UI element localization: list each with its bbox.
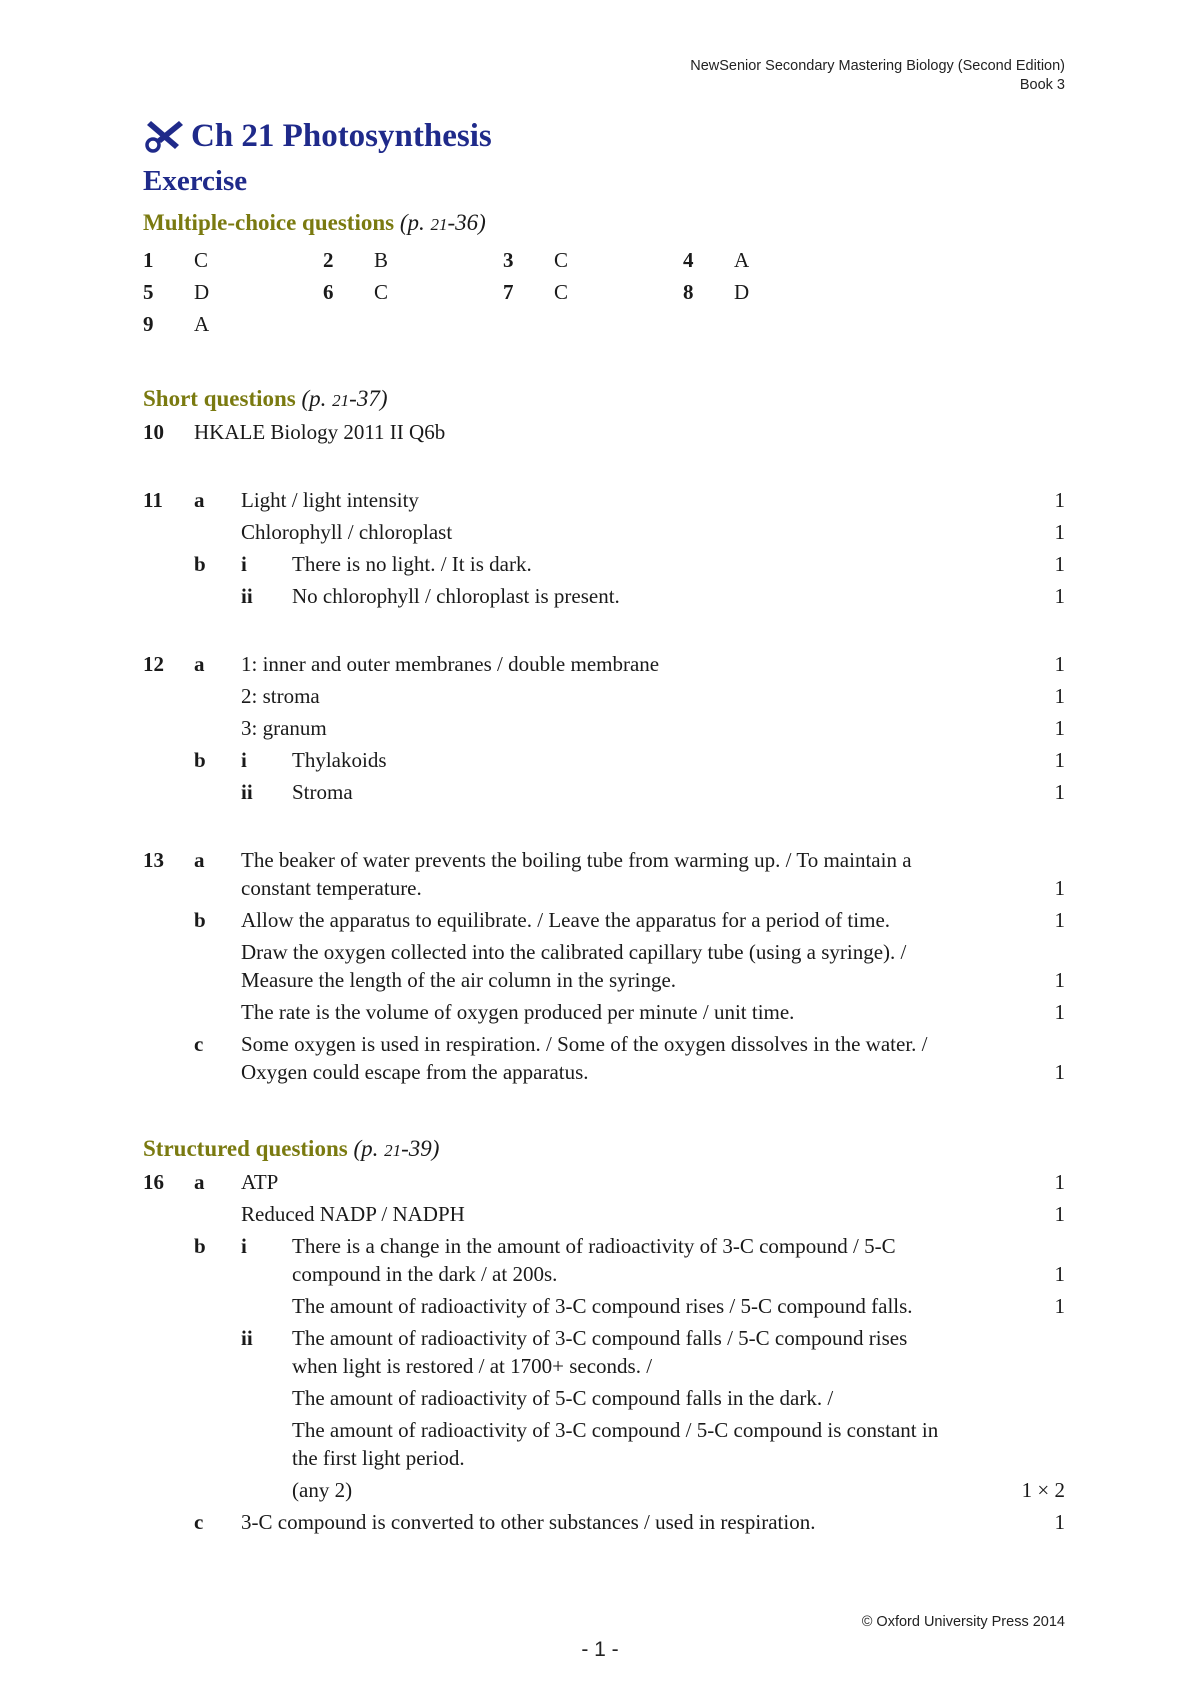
structured-page-ref: (p. 21-39) — [353, 1136, 440, 1161]
scissors-icon — [143, 119, 187, 153]
header-book-number: Book 3 — [1019, 77, 1065, 93]
answer-line: compound in the dark / at 200s. 1 — [292, 1262, 1065, 1286]
chapter-title — [143, 116, 1065, 156]
answer-line: Reduced NADP / NADPH 1 — [241, 1202, 1065, 1226]
answer-line: ii No chlorophyll / chloroplast is present. 1 — [241, 584, 1065, 608]
mcq-item: 1 C — [143, 248, 209, 272]
answer-line: b i Thylakoids 1 — [194, 748, 1065, 772]
answer-line: ii The amount of radioactivity of 3-C compound falls / 5-C compound rises — [241, 1326, 908, 1350]
mcq-item: 3 C — [503, 248, 569, 272]
mcq-page-ref: (p. 21-36) — [399, 210, 486, 235]
answer-line: c Some oxygen is used in respiration. / Some of the oxygen dissolves in the water. / — [194, 1032, 928, 1056]
answer-line: ii Stroma 1 — [241, 780, 1065, 804]
mcq-heading: Multiple-choice questions (p. 21-36) — [143, 210, 486, 235]
short-page-ref: (p. 21-37) — [301, 386, 388, 411]
copyright-notice: © Oxford University Press 2014 — [861, 1614, 1065, 1630]
answer-line: b i There is no light. / It is dark. 1 — [194, 552, 1065, 576]
answer-line: b i There is a change in the amount of radioactivity of 3-C compound / 5-C — [194, 1234, 896, 1258]
answer-line: the first light period. — [292, 1446, 465, 1470]
answer-line: (any 2) 1 × 2 — [292, 1478, 1065, 1502]
answer-line: Measure the length of the air column in the syringe. 1 — [241, 968, 1065, 992]
answer-line: b Allow the apparatus to equilibrate. / Leave the apparatus for a period of time. 1 — [194, 908, 1065, 932]
answer-line: Chlorophyll / chloroplast 1 — [241, 520, 1065, 544]
mcq-item: 6 C — [323, 280, 389, 304]
answer-line: when light is restored / at 1700+ seconds. / — [292, 1354, 653, 1378]
mcq-item: 7 C — [503, 280, 569, 304]
structured-questions-heading: Structured questions (p. 21-39) — [143, 1136, 440, 1161]
header-book-title: NewSenior Secondary Mastering Biology (Second Edition) — [690, 58, 1065, 74]
mcq-item: 5 D — [143, 280, 210, 304]
question-13 — [143, 846, 1065, 1086]
mcq-item: 2 B — [323, 248, 389, 272]
question-12 — [143, 650, 1065, 806]
answer-line: 16 a ATP 1 — [143, 1170, 1065, 1194]
answer-content — [143, 116, 1065, 1540]
mcq-row — [143, 308, 1065, 340]
question-11 — [143, 486, 1065, 610]
answer-line: 13 a The beaker of water prevents the boiling tube from warming up. / To maintain a — [143, 848, 912, 872]
answer-line: Draw the oxygen collected into the calibrated capillary tube (using a syringe). / — [241, 940, 907, 964]
answer-line: 2: stroma 1 — [241, 684, 1065, 708]
mcq-item: 4 A — [683, 248, 750, 272]
answer-line: 12 a 1: inner and outer membranes / double membrane 1 — [143, 652, 1065, 676]
answer-line: 3: granum 1 — [241, 716, 1065, 740]
answer-line: The amount of radioactivity of 3-C compound rises / 5-C compound falls. 1 — [292, 1294, 1065, 1318]
answer-line: 11 a Light / light intensity 1 — [143, 488, 1065, 512]
mcq-row — [143, 276, 1065, 308]
exercise-title: Exercise — [143, 165, 248, 197]
answer-line: The amount of radioactivity of 5-C compound falls in the dark. / — [292, 1386, 834, 1410]
question-10: 10 HKALE Biology 2011 II Q6b — [143, 420, 446, 444]
answer-line: The rate is the volume of oxygen produced per minute / unit time. 1 — [241, 1000, 1065, 1024]
question-16 — [143, 1168, 1065, 1536]
chapter-title-text: Ch 21 Photosynthesis — [191, 118, 492, 154]
answer-line: Oxygen could escape from the apparatus. 1 — [241, 1060, 1065, 1084]
answer-line: constant temperature. 1 — [241, 876, 1065, 900]
page-number: - 1 - — [581, 1638, 619, 1661]
mcq-answers — [143, 244, 1065, 340]
mcq-item: 9 A — [143, 312, 210, 336]
answer-line: The amount of radioactivity of 3-C compound / 5-C compound is constant in — [292, 1418, 939, 1442]
running-header — [690, 57, 1065, 95]
mcq-row — [143, 244, 1065, 276]
answer-line: c 3-C compound is converted to other substances / used in respiration. 1 — [194, 1510, 1065, 1534]
mcq-item: 8 D — [683, 280, 750, 304]
short-questions-heading: Short questions (p. 21-37) — [143, 386, 388, 411]
